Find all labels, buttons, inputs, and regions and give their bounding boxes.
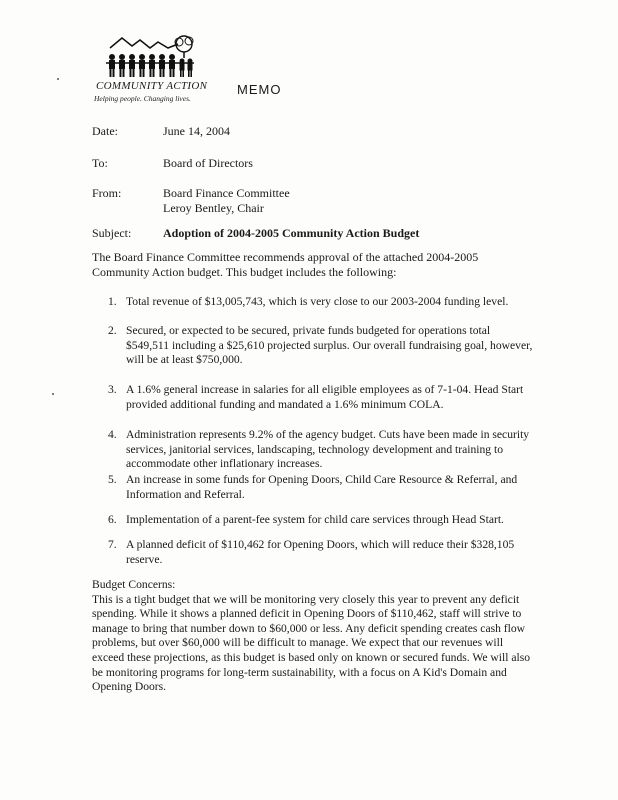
logo-name: COMMUNITY ACTION (96, 80, 208, 92)
from-value-committee: Board Finance Committee (163, 186, 290, 200)
item-number: 6. (108, 513, 117, 526)
item-text: A 1.6% general increase in salaries for all eligible employees as of 7-1-04. Head Start provided additional funding and mandated a 1.6% minimum COLA. (126, 383, 524, 411)
date-label: Date: (92, 124, 118, 138)
item-number: 7. (108, 538, 117, 551)
item-text: Secured, or expected to be secured, private funds budgeted for operations total $549,511 including a $25,610 projected surplus. Our overall fundraising goal, however, will be at least $750,000. (126, 324, 533, 367)
item-number: 3. (108, 383, 117, 396)
item-number: 4. (108, 428, 117, 441)
item-text: Administration represents 9.2% of the agency budget. Cuts have been made in security services, janitorial services, landscaping, technology development and training to accommodate other inflationary increases. (126, 428, 530, 471)
budget-concerns-heading: Budget Concerns: (92, 578, 176, 591)
budget-concerns-body: This is a tight budget that we will be monitoring very closely this year to prevent any deficit spending. While it shows a planned deficit in Opening Doors of $110,462, staff will strive to manage to bring that number down to $60,000 or less. Any deficit spending creates cash flow problems, but over $60,000 will be difficult to manage. We expect that our revenues will exceed these projections, as this budget is based only on known or secured funds. We will also be monitoring programs for long-term sustainability, with a focus on A Kid's Domain and Opening Doors. (92, 592, 531, 694)
scan-speck (52, 393, 54, 395)
intro-paragraph: The Board Finance Committee recommends approval of the attached 2004-2005 Community Action budget. This budget includes the following: (92, 250, 479, 279)
subject-value: Adoption of 2004-2005 Community Action Budget (163, 226, 420, 240)
logo-tagline: Helping people. Changing lives. (94, 94, 191, 103)
budget-concerns-section (92, 578, 532, 695)
from-value-chair: Leroy Bentley, Chair (163, 201, 264, 215)
date-value: June 14, 2004 (163, 124, 230, 138)
item-text: A planned deficit of $110,462 for Opening Doors, which will reduce their $328,105 reserve. (126, 538, 515, 566)
item-text: Implementation of a parent-fee system for child care services through Head Start. (126, 513, 504, 526)
to-value: Board of Directors (163, 156, 253, 170)
memo-title: MEMO (237, 82, 282, 97)
scan-speck (57, 78, 59, 80)
item-number: 2. (108, 324, 117, 337)
item-number: 5. (108, 473, 117, 486)
subject-label: Subject: (92, 226, 132, 240)
to-label: To: (92, 156, 108, 170)
item-number: 1. (108, 295, 117, 308)
community-action-logo (92, 34, 210, 112)
people-chain-icon (92, 34, 210, 84)
item-text: Total revenue of $13,005,743, which is very close to our 2003-2004 funding level. (126, 295, 509, 308)
from-label: From: (92, 186, 122, 200)
item-text: An increase in some funds for Opening Doors, Child Care Resource & Referral, and Information and Referral. (126, 473, 518, 501)
